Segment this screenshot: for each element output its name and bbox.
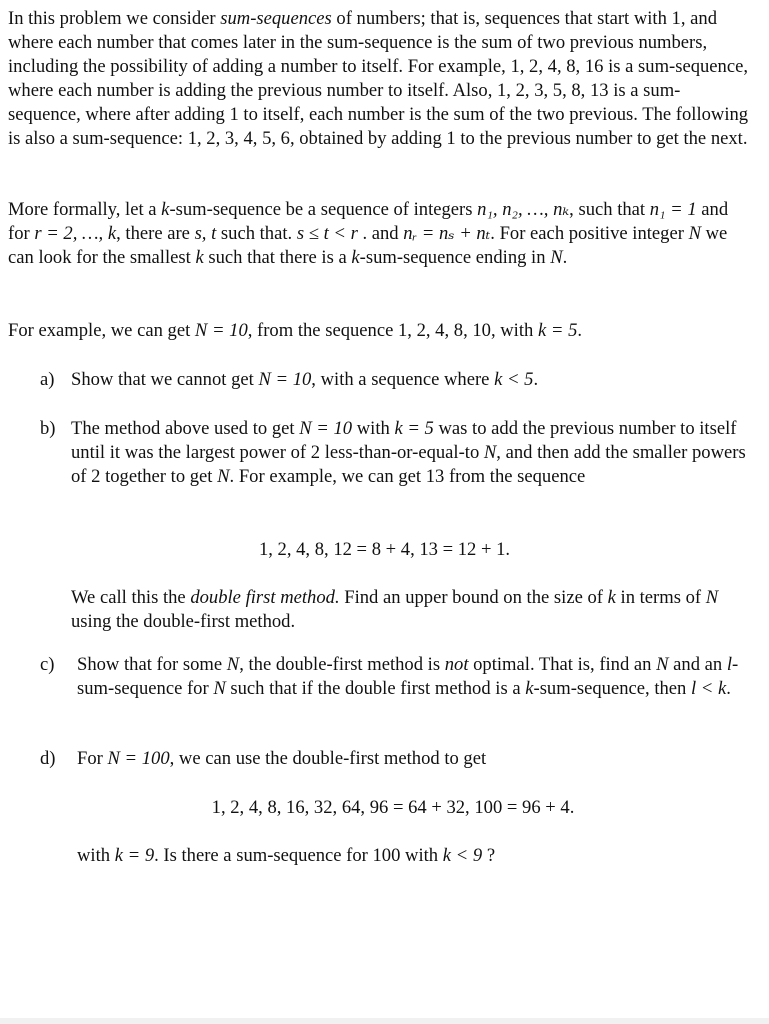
example-text: .	[577, 320, 583, 341]
question-text: Show that for some	[77, 654, 227, 675]
formal-text: such that.	[216, 222, 297, 244]
method-term: double first method.	[190, 587, 340, 608]
question-text: -sum-sequence, then	[533, 677, 691, 699]
math-r-range: r = 2, …, k	[34, 222, 117, 244]
math-recurrence: nᵣ = nₛ + nₜ	[403, 222, 491, 244]
example-text: , from the sequence 1, 2, 4, 8, 10, with	[247, 320, 538, 341]
question-d-text	[77, 747, 758, 771]
intro-text-1: In this problem we consider	[8, 8, 221, 29]
question-text: The method above used to get	[71, 418, 300, 439]
question-text: . Is there a sum-sequence for 100 with	[154, 845, 443, 866]
question-text: -sum-sequence for	[77, 654, 739, 699]
formal-text: -sum-sequence be a sequence of integers	[169, 199, 478, 220]
question-text: in terms of	[615, 587, 706, 608]
formal-text: , such that	[569, 199, 650, 220]
formal-definition-paragraph	[8, 198, 753, 270]
math-k-eq: k = 5	[537, 320, 578, 341]
math-k: k	[607, 587, 616, 608]
intro-text-2: of numbers; that is, sequences that start with 1, and where each number that comes later in the sum-sequence is the sum of two previous numbers, including the possibility of adding a number to itself. For example, 1, 2, 4, 8, 16 is a sum-sequence, where each number is adding the previous number to itself. Also, 1, 2, 3, 5, 8, 13 is a sum-sequence, where after adding 1 to itself, each number is the sum of the two previous. The following is also a sum-sequence: 1, 2, 3, 4, 5, 6, obtained by adding 1 to the previous number to get the next.	[8, 8, 749, 149]
math-N-eq: N = 10	[258, 369, 312, 390]
question-b-display-equation: 1, 2, 4, 8, 12 = 8 + 4, 13 = 12 + 1.	[258, 539, 511, 560]
math-N: N	[688, 222, 701, 244]
formal-text: we can look for the smallest	[8, 222, 728, 268]
question-text: such that if the double first method is a	[225, 677, 526, 699]
math-k: k	[195, 246, 204, 268]
math-N: N	[217, 465, 230, 487]
question-text: , with a sequence where	[311, 369, 495, 390]
question-text: ?	[482, 845, 496, 866]
math-k-ineq: k < 5	[494, 369, 534, 390]
formal-text: , there are	[116, 222, 195, 244]
intro-paragraph	[8, 7, 753, 150]
question-text: Show that we cannot get	[71, 369, 259, 390]
question-a-text	[71, 368, 752, 392]
math-sequence: n₁, n₂, …, nₖ	[477, 199, 570, 220]
question-b-text	[71, 417, 752, 489]
emphasis-not: not	[444, 654, 469, 675]
question-text: was to add the previous number to itself until it was the largest power of 2 less-than-or-equal-to	[71, 418, 737, 463]
formal-text: More formally, let a	[8, 199, 162, 220]
question-text: optimal. That is, find an	[468, 654, 657, 675]
question-text: with	[352, 418, 395, 439]
math-k-eq: k = 9	[114, 845, 155, 866]
question-label: c)	[40, 654, 55, 675]
formal-text: -sum-sequence ending in	[359, 246, 551, 268]
math-N: N	[705, 587, 719, 608]
math-k-eq: k = 5	[394, 418, 434, 439]
question-text: , and then add the smaller powers of 2 together to get	[71, 441, 746, 487]
question-text: .	[533, 369, 539, 390]
math-k-ineq: k < 9	[442, 845, 483, 866]
intro-term: sum-sequences	[220, 8, 332, 29]
question-text: , we can use the double-first method to get	[169, 748, 487, 769]
math-N: N	[226, 654, 240, 675]
example-paragraph	[8, 319, 753, 343]
math-inequality: s ≤ t < r	[296, 222, 358, 244]
math-l: l	[726, 654, 733, 675]
question-text: For	[77, 748, 108, 769]
question-text: .	[726, 677, 731, 699]
question-text: and an	[668, 654, 727, 675]
question-d-display-equation: 1, 2, 4, 8, 16, 32, 64, 96 = 64 + 32, 100 = 96 + 4.	[211, 797, 575, 818]
question-c-text	[77, 653, 767, 701]
question-text: . For example, we can get 13 from the sequence	[229, 465, 586, 487]
math-N-eq: N = 100	[107, 748, 170, 769]
math-N: N	[656, 654, 669, 675]
question-text: , the double-first method is	[239, 654, 445, 675]
question-d-followup	[77, 844, 747, 868]
formal-text: .	[562, 246, 568, 268]
question-text: We call this the	[71, 587, 191, 608]
math-N: N	[550, 246, 563, 268]
example-text: For example, we can get	[8, 320, 195, 341]
question-b-followup	[71, 586, 741, 634]
question-text: Find an upper bound on the size of	[339, 587, 608, 608]
page-bottom-edge	[0, 1018, 769, 1024]
math-n1: n₁ = 1	[649, 199, 697, 220]
math-N: N	[483, 441, 497, 463]
math-l-lt-k: l < k	[690, 677, 727, 699]
formal-text: . For each positive integer	[490, 222, 689, 244]
formal-text: and for	[8, 199, 729, 244]
question-label: d)	[40, 748, 56, 769]
formal-text: such that there is a	[203, 246, 352, 268]
math-st: s, t	[194, 222, 217, 244]
math-k: k	[525, 677, 534, 699]
question-text: with	[77, 845, 115, 866]
question-text: using the double-first method.	[71, 610, 296, 632]
math-N-eq: N = 10	[194, 320, 248, 341]
math-k: k	[161, 199, 170, 220]
math-k: k	[351, 246, 360, 268]
math-N-eq: N = 10	[299, 418, 353, 439]
math-N: N	[213, 677, 226, 699]
question-label: b)	[40, 418, 56, 439]
formal-text: . and	[357, 222, 404, 244]
question-label: a)	[40, 369, 55, 390]
